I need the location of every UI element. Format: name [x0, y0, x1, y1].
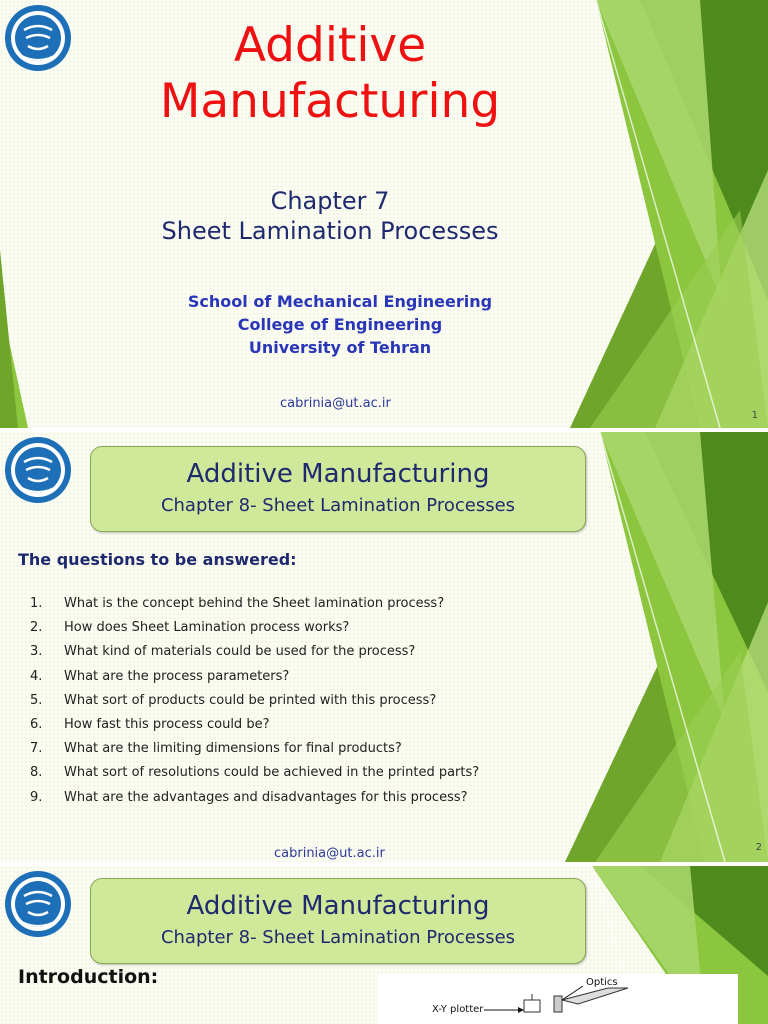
institution-block	[0, 290, 680, 359]
question-text: What is the concept behind the Sheet lamination process?	[64, 596, 445, 611]
email-footer: cabrinia@ut.ac.ir	[280, 396, 391, 411]
university-logo	[4, 870, 72, 938]
question-number: 2.	[30, 620, 43, 636]
question-item	[30, 786, 479, 810]
question-text: How fast this process could be?	[64, 716, 270, 732]
question-item	[30, 665, 479, 689]
question-text: What are the advantages and disadvantages for this process?	[64, 789, 468, 805]
question-item	[30, 640, 479, 664]
institution-line: College of Engineering	[237, 315, 443, 334]
question-number: 1.	[30, 596, 43, 611]
chapter-banner	[90, 446, 586, 532]
question-number: 6.	[30, 716, 43, 732]
question-number: 8.	[30, 765, 43, 781]
slide-number: 1	[751, 410, 758, 421]
question-item	[30, 616, 479, 640]
institution-line: School of Mechanical Engineering	[187, 292, 493, 311]
question-item	[30, 713, 479, 737]
question-text: What sort of products could be printed with this process?	[64, 692, 437, 708]
banner-title: Additive Manufacturing	[186, 459, 490, 489]
slide-title	[0, 18, 660, 130]
title-line-1: Additive	[233, 18, 427, 73]
slide-2	[0, 432, 768, 862]
banner-title: Additive Manufacturing	[186, 891, 490, 921]
question-text: What are the limiting dimensions for final products?	[64, 741, 402, 757]
slide-3	[0, 866, 768, 1024]
question-item	[30, 689, 479, 713]
title-line-2: Manufacturing	[159, 74, 501, 129]
slide-number: 2	[755, 842, 762, 853]
question-number: 5.	[30, 692, 43, 708]
question-number: 4.	[30, 668, 43, 684]
label-xy-plotter: X-Y plotter	[432, 1004, 484, 1015]
question-text: What kind of materials could be used for the process?	[64, 644, 416, 660]
sheet-lamination-diagram	[378, 974, 738, 1024]
question-text: What sort of resolutions could be achieved in the printed parts?	[64, 765, 480, 781]
question-item	[30, 761, 479, 785]
label-optics: Optics	[586, 977, 618, 988]
institution-line: University of Tehran	[248, 338, 432, 357]
questions-list	[30, 592, 479, 810]
university-logo	[4, 436, 72, 504]
email-footer: cabrinia@ut.ac.ir	[274, 846, 385, 861]
question-number: 7.	[30, 741, 43, 757]
introduction-heading: Introduction:	[18, 966, 159, 988]
chapter-banner	[90, 878, 586, 964]
question-item	[30, 592, 479, 616]
question-number: 3.	[30, 644, 43, 660]
diagram-drawing	[378, 974, 738, 1024]
question-number: 9.	[30, 789, 43, 805]
question-text: What are the process parameters?	[64, 668, 290, 684]
question-item	[30, 737, 479, 761]
chapter-heading	[0, 186, 660, 246]
slide-1	[0, 0, 768, 428]
chapter-subtitle: Sheet Lamination Processes	[161, 217, 499, 245]
banner-subtitle: Chapter 8- Sheet Lamination Processes	[160, 927, 516, 948]
questions-heading: The questions to be answered:	[18, 550, 297, 569]
banner-subtitle: Chapter 8- Sheet Lamination Processes	[160, 495, 516, 516]
question-text: How does Sheet Lamination process works?	[64, 620, 350, 636]
chapter-number: Chapter 7	[270, 187, 390, 215]
